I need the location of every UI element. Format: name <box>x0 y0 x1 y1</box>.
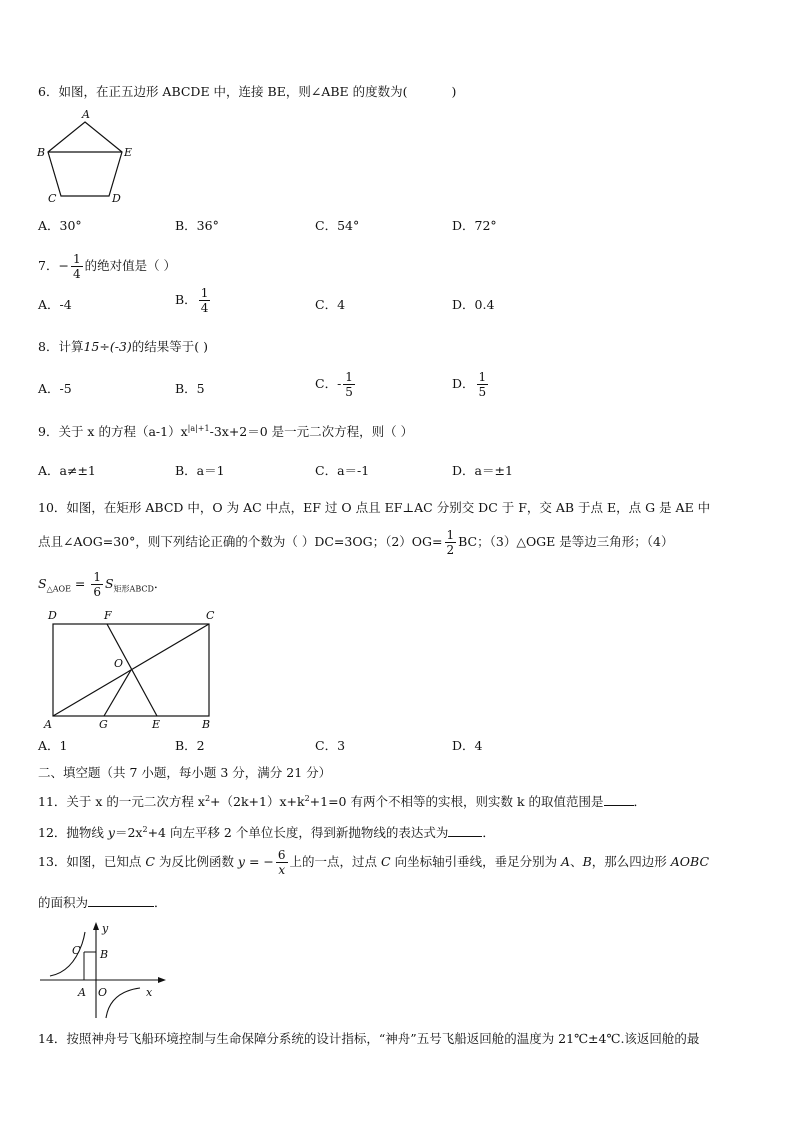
q10-line2-pre: 点且∠AOG=30°，则下列结论正确的个数为（ ）DC=3OG；（2）OG= <box>38 534 443 549</box>
q7-option-c[interactable]: C．4 <box>315 297 346 312</box>
q7-optb-num: 1 <box>200 286 209 300</box>
label-c: C <box>72 944 81 957</box>
q9-option-d[interactable]: D．a＝±1 <box>452 463 513 478</box>
q8-optd-den: 5 <box>478 385 487 399</box>
q10-eq: = <box>70 576 90 591</box>
segment-og <box>104 670 131 716</box>
label-b: B <box>202 718 211 731</box>
q13-fraction <box>276 848 288 877</box>
q13-mid: 为反比例函数 <box>154 854 238 869</box>
label-y: y <box>102 922 109 935</box>
q6-close: ) <box>451 84 457 99</box>
q13-y: y <box>237 854 245 869</box>
q8-option-a[interactable]: A．-5 <box>38 381 72 396</box>
q13-b: B <box>582 854 592 869</box>
q13-pre: 13．如图，已知点 <box>38 854 146 869</box>
q11-end: ． <box>633 794 647 810</box>
label-a: A <box>44 718 52 731</box>
q13-den: x <box>278 863 286 877</box>
label-o: O <box>98 986 108 999</box>
q11-pre: 11．关于 x 的一元二次方程 x <box>38 794 205 810</box>
q8-text-pre: 8．计算 <box>38 339 84 354</box>
q13-line2-text: 的面积为 <box>38 895 89 910</box>
label-c: C <box>48 192 57 205</box>
q14-stem: 14．按照神舟号飞船环境控制与生命保障分系统的设计指标，“神舟”五号飞船返回舱的温度为 21℃±4℃.该返回舱的最 <box>38 1031 700 1046</box>
q12-expr: ＝2x <box>114 825 143 841</box>
q10-sub1: △AOE <box>46 584 71 594</box>
q11-sup2: 2 <box>304 794 310 803</box>
q8-stem <box>38 338 208 356</box>
q10-option-c[interactable]: C．3 <box>315 738 346 753</box>
q7-optb-label: B． <box>175 292 197 307</box>
q8-option-d[interactable] <box>452 370 490 399</box>
q10-line3-den: 6 <box>93 585 101 599</box>
label-b: B <box>100 948 109 961</box>
label-a: A <box>82 108 90 121</box>
q10-line3-fraction <box>91 570 103 599</box>
q13-line2 <box>38 894 167 912</box>
q7-num: 1 <box>72 252 81 266</box>
q12-stem <box>38 821 495 842</box>
q7-text: 的绝对值是（ ） <box>84 258 177 273</box>
q10-option-b[interactable]: B．2 <box>175 738 205 753</box>
q8-text-post: 的结果等于( ) <box>131 339 208 354</box>
q13-sep: 、 <box>570 854 583 869</box>
q13-line1 <box>38 848 709 877</box>
q12-post: +4 向左平移 2 个单位长度，得到新抛物线的表达式为 <box>147 825 449 841</box>
label-c: C <box>206 609 215 622</box>
label-d: D <box>112 192 121 205</box>
q8-expr: 15÷(-3) <box>83 339 132 354</box>
q7-fraction <box>71 252 83 281</box>
q12-pre: 12．抛物线 <box>38 825 108 841</box>
q6-stem <box>38 83 456 101</box>
q10-s1: S <box>38 576 47 591</box>
q9-option-a[interactable]: A．a≠±1 <box>38 463 96 478</box>
label-b: B <box>37 146 46 159</box>
q10-line2 <box>38 528 673 557</box>
q11-mid: +（2k+1）x+k <box>210 794 305 810</box>
q7-option-d[interactable]: D．0.4 <box>452 297 495 312</box>
q12-sup: 2 <box>142 825 148 834</box>
q6-option-b[interactable]: B．36° <box>175 218 219 233</box>
rectangle-figure <box>40 606 230 732</box>
q11-stem <box>38 790 646 811</box>
q6-option-c[interactable]: C．54° <box>315 218 360 233</box>
label-g: G <box>99 718 108 731</box>
q10-line3-num: 1 <box>93 570 101 584</box>
q10-sub2: 矩形ABCD <box>113 584 154 594</box>
label-a: A <box>78 986 86 999</box>
label-d: D <box>48 609 57 622</box>
q13-end1: ，那么四边形 <box>591 854 671 869</box>
q8-optc-label: C．- <box>315 376 342 391</box>
q6-text: 6．如图，在正五边形 ABCDE 中，连接 BE，则∠ABE 的度数为( <box>38 84 408 99</box>
x-axis-arrow <box>158 977 166 983</box>
q9-post: -3x+2＝0 是一元二次方程，则（ ） <box>209 424 414 440</box>
q10-line3-end: ． <box>153 576 167 591</box>
label-e: E <box>124 146 133 159</box>
q10-line2-num: 1 <box>446 528 455 542</box>
segment-ef <box>107 624 157 716</box>
q13-post: 上的一点，过点 <box>289 854 382 869</box>
y-axis-arrow <box>93 922 99 930</box>
section-heading: 二、填空题（共 7 小题，每小题 3 分，满分 21 分） <box>38 765 332 780</box>
q11-sup1: 2 <box>204 794 211 803</box>
label-x: x <box>146 986 153 999</box>
q9-option-b[interactable]: B．a＝1 <box>175 463 225 478</box>
q10-s2: S <box>104 576 114 591</box>
pentagon-figure <box>30 108 140 206</box>
q8-optd-label: D． <box>452 376 475 391</box>
q12-answer-blank[interactable] <box>448 824 482 837</box>
q8-optc-den: 5 <box>345 385 353 399</box>
q9-stem <box>38 420 413 441</box>
q10-option-d[interactable]: D．4 <box>452 738 483 753</box>
hyperbola-figure <box>36 918 170 1022</box>
q13-post2: 向坐标轴引垂线，垂足分别为 <box>390 854 562 869</box>
q13-c2: C <box>381 854 391 869</box>
q6-option-d[interactable]: D．72° <box>452 218 497 233</box>
q11-answer-blank[interactable] <box>604 793 634 806</box>
q8-optc-num: 1 <box>345 370 353 384</box>
q9-sup: |a|+1 <box>187 424 210 433</box>
q7-den: 4 <box>72 267 81 281</box>
q13-answer-blank[interactable] <box>88 894 154 907</box>
q8-option-c[interactable] <box>315 370 357 399</box>
q10-line1: 10．如图，在矩形 ABCD 中，O 为 AC 中点，EF 过 O 点且 EF⊥AC 分别交 DC 于 F，交 AB 于点 E，点 G 是 AE 中 <box>38 500 711 515</box>
label-f: F <box>104 609 112 622</box>
q7-option-a[interactable]: A．-4 <box>38 297 72 312</box>
q7-optb-den: 4 <box>200 301 209 315</box>
q10-line3 <box>38 570 166 599</box>
q8-optc-fraction <box>343 370 355 399</box>
q13-a: A <box>561 854 571 869</box>
q9-option-c[interactable]: C．a＝-1 <box>315 463 370 478</box>
q7-prefix: 7．− <box>38 258 69 273</box>
q10-line2-fraction <box>445 528 457 557</box>
q9-pre: 9．关于 x 的方程（a-1）x <box>38 424 188 440</box>
label-e: E <box>152 718 161 731</box>
q12-end: ． <box>482 825 495 841</box>
q13-quad: AOBC <box>670 854 710 869</box>
q7-option-b[interactable] <box>175 286 212 315</box>
q12-y: y <box>107 825 115 841</box>
q7-stem <box>38 252 176 281</box>
q13-c1: C <box>145 854 155 869</box>
q8-option-b[interactable]: B．5 <box>175 381 205 396</box>
label-o: O <box>114 657 124 670</box>
q10-option-a[interactable]: A．1 <box>38 738 68 753</box>
q13-eq: = − <box>244 854 274 869</box>
q8-optd-fraction <box>477 370 489 399</box>
q10-line2-post: BC；（3）△OGE 是等边三角形；（4） <box>458 534 674 549</box>
q13-num: 6 <box>277 848 286 862</box>
q13-end: ． <box>154 895 167 910</box>
q6-option-a[interactable]: A．30° <box>38 218 82 233</box>
q10-line2-den: 2 <box>446 543 455 557</box>
curve-fourth-quadrant <box>106 988 140 1018</box>
q8-optd-num: 1 <box>478 370 487 384</box>
q7-optb-fraction <box>199 286 211 315</box>
q11-post: +1=0 有两个不相等的实根，则实数 k 的取值范围是 <box>309 794 604 810</box>
pentagon-shape <box>48 122 122 196</box>
